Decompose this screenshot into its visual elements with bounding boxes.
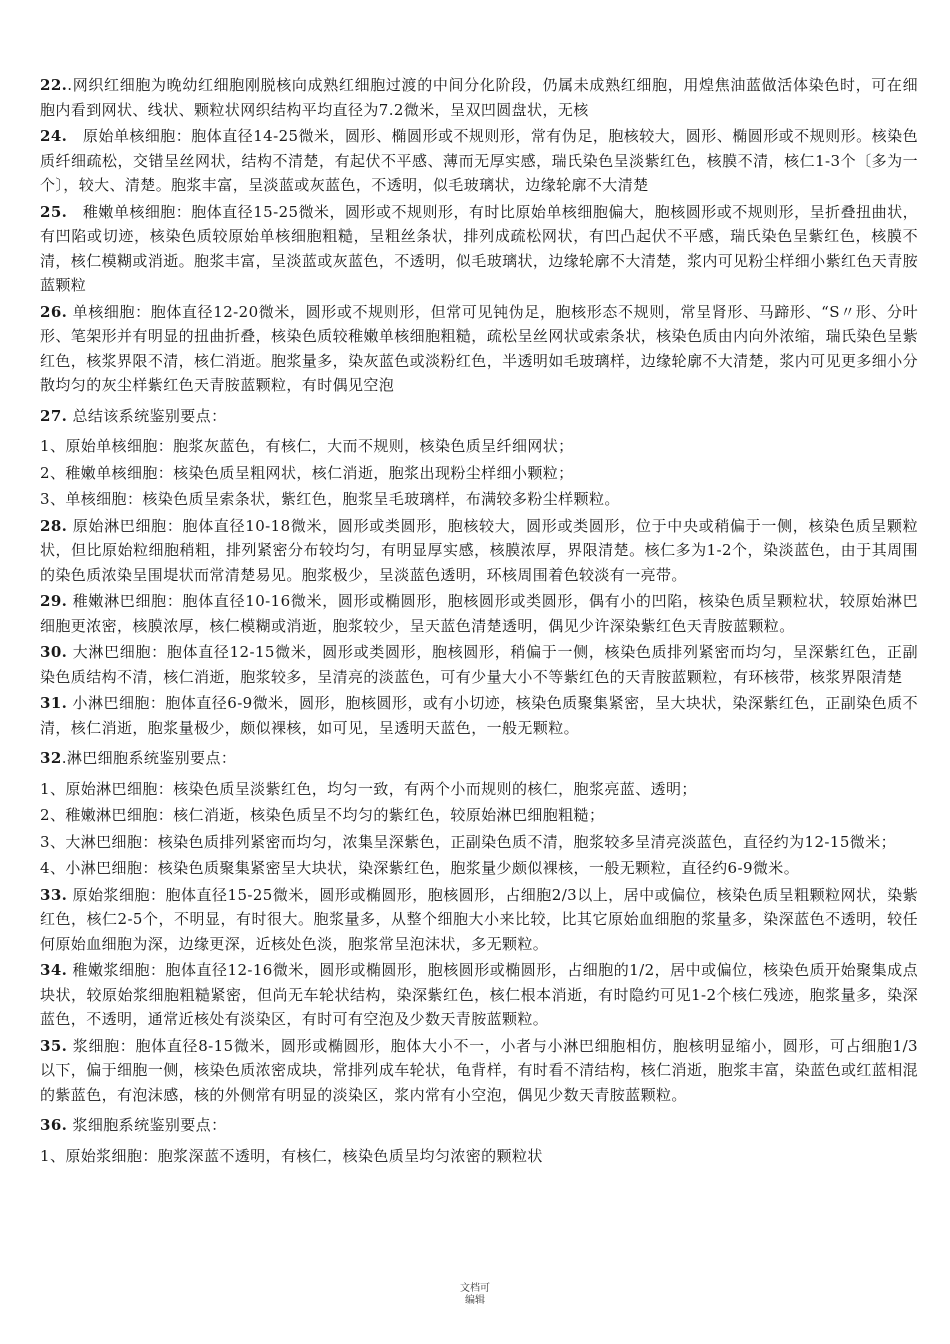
paragraph-text: 单核细胞：胞体直径12-20微米，圆形或不规则形，但常可见钝伪足，胞核形态不规则，常呈肾形、马蹄形、“S〃形、分叶形、笔架形并有明显的扭曲折叠，核染色质较稚嫩单核细胞粗糙，疏松呈丝网状或索条状，核染色质由内向外浓缩，瑞氏染色呈紫红色，核浆界限不清，核仁消逝。胞浆量多，染灰蓝色或淡粉红色，半透明如毛玻璃样，边缘轮廓不大清楚，浆内可见更多细小分散均匀的灰尘样紫红色天青胺蓝颗粒，有时偶见空泡 <box>40 302 918 394</box>
paragraph-number: 29. <box>40 592 68 610</box>
paragraph-text: 大淋巴细胞：胞体直径12-15微米，圆形或类圆形，胞核圆形，稍偏于一侧，核染色质排列紧密而均匀，呈深紫红色，正副染色质结构不清，核仁消逝，胞浆较多，呈清亮的淡蓝色，可有少量大小不等紫红色的天青胺蓝颗粒，有环核带，核浆界限清楚 <box>40 643 918 686</box>
footer <box>0 1283 950 1307</box>
paragraph <box>40 404 918 429</box>
paragraph <box>40 200 918 298</box>
paragraph-number: 25. <box>40 202 68 221</box>
paragraph <box>40 640 918 689</box>
footer-line-2: 编辑 <box>465 1295 485 1306</box>
paragraph-text: .淋巴细胞系统鉴别要点： <box>61 749 237 767</box>
paragraph-number: 33. <box>40 885 68 904</box>
paragraph <box>40 746 918 771</box>
paragraph <box>40 691 918 740</box>
paragraph-text: 稚嫩单核细胞：胞体直径15-25微米，圆形或不规则形，有时比原始单核细胞偏大，胞核圆形或不规则形，呈折叠扭曲状，有凹陷或切迹，核染色质较原始单核细胞粗糙，呈粗丝条状，排列成疏松网状，有凹凸起伏不平感，瑞氏染色呈紫红色，核膜不清，核仁模糊或消逝。胞浆丰富，呈淡蓝或灰蓝色，不透明，似毛玻璃状，边缘轮廓不大清楚，浆内可见粉尘样细小紫红色天青胺蓝颗粒 <box>40 202 918 294</box>
paragraph-number: 26. <box>40 302 68 321</box>
paragraph-number: 32 <box>40 749 62 767</box>
paragraph-text: 小淋巴细胞：胞体直径6-9微米，圆形，胞核圆形，或有小切迹，核染色质聚集紧密，呈大块状，染深紫红色，正副染色质不清，核仁消逝，胞浆量极少，颇似裸核，如可见，呈透明天蓝色，一般无颗粒。 <box>40 694 918 737</box>
paragraph <box>40 1113 918 1138</box>
paragraph-number: 31. <box>40 694 68 712</box>
paragraph <box>40 589 918 638</box>
paragraph-number: 36. <box>40 1116 68 1134</box>
paragraph-number: 22. <box>40 76 68 94</box>
paragraph-number: 34. <box>40 961 68 979</box>
list-item: 1、原始浆细胞：胞浆深蓝不透明，有核仁，核染色质呈均匀浓密的颗粒状 <box>40 1146 543 1165</box>
paragraph-text: 原始浆细胞：胞体直径15-25微米，圆形或椭圆形，胞核圆形，占细胞2/3以上，居中或偏位，核染色质呈粗颗粒网状，染紫红色，核仁2-5个，不明显，有时很大。胞浆量多，从整个细胞大小来比较，比其它原始血细胞的浆量多，染深蓝色不透明，较任何原始血细胞为深，边缘更深，近核处色淡，胞浆常呈泡沫状，多无颗粒。 <box>40 885 918 953</box>
paragraph-number: 30. <box>40 643 68 661</box>
list-item: 1、原始单核细胞：胞浆灰蓝色，有核仁，大而不规则，核染色质呈纤细网状； <box>40 437 574 455</box>
list-item: 2、稚嫩单核细胞：核染色质呈粗网状，核仁消逝，胞浆出现粉尘样细小颗粒； <box>40 463 574 482</box>
footer-line-1: 文档可 <box>460 1283 490 1294</box>
paragraph-text: 稚嫩淋巴细胞：胞体直径10-16微米，圆形或椭圆形，胞核圆形或类圆形，偶有小的凹陷，核染色质呈颗粒状，较原始淋巴细胞更浓密，核膜浓厚，核仁模糊或消逝，胞浆较少，呈天蓝色清楚透明，偶见少许深染紫红色天青胺蓝颗粒。 <box>40 592 918 635</box>
paragraph-text: 浆细胞系统鉴别要点： <box>67 1116 227 1134</box>
paragraph-text: .网织红细胞为晚幼红细胞刚脱核向成熟红细胞过渡的中间分化阶段，仍属未成熟红细胞，用煌焦油蓝做活体染色时，可在细胞内看到网状、线状、颗粒状网织结构平均直径为7.2微米，呈双凹圆盘状，无核 <box>40 76 918 119</box>
document-body <box>40 73 918 1170</box>
paragraph-text: 稚嫩浆细胞：胞体直径12-16微米，圆形或椭圆形，胞核圆形或椭圆形，占细胞的1/2，居中或偏位，核染色质开始聚集成点块状，较原始浆细胞粗糙紧密，但尚无车轮状结构，染深紫红色，核仁根本消逝，有时隐约可见1-2个核仁残迹，胞浆量多，染深蓝色，不透明，通常近核处有淡染区，有时可有空泡及少数天青胺蓝颗粒。 <box>40 961 918 1028</box>
list-item: 2、稚嫩淋巴细胞：核仁消逝，核染色质呈不均匀的紫红色，较原始淋巴细胞粗糙； <box>40 806 605 824</box>
paragraph-number: 24. <box>40 127 68 145</box>
paragraph <box>40 514 918 588</box>
list-item: 1、原始淋巴细胞：核染色质呈淡紫红色，均匀一致，有两个小而规则的核仁，胞浆亮蓝、透明； <box>40 779 697 798</box>
list-item: 3、单核细胞：核染色质呈索条状，紫红色，胞浆呈毛玻璃样，布满较多粉尘样颗粒。 <box>40 490 620 508</box>
paragraph-text: 原始单核细胞：胞体直径14-25微米，圆形、椭圆形或不规则形，常有伪足，胞核较大，圆形、椭圆形或不规则形。核染色质纤细疏松，交错呈丝网状，结构不清楚，有起伏不平感、薄而无厚实感，瑞氏染色呈淡紫红色，核膜不清，核仁1-3个〔多为一个〕，较大、清楚。胞浆丰富，呈淡蓝或灰蓝色，不透明，似毛玻璃状，边缘轮廓不大清楚 <box>40 127 918 194</box>
paragraph <box>40 958 918 1032</box>
paragraph-number: 35. <box>40 1036 68 1055</box>
paragraph <box>40 883 918 957</box>
paragraph <box>40 73 918 122</box>
list-item: 3、大淋巴细胞：核染色质排列紧密而均匀，浓集呈深紫色，正副染色质不清，胞浆较多呈清亮淡蓝色，直径约为12-15微米； <box>40 832 896 851</box>
paragraph <box>40 124 918 198</box>
paragraph-text: 原始淋巴细胞：胞体直径10-18微米，圆形或类圆形，胞核较大，圆形或类圆形，位于中央或稍偏于一侧，核染色质呈颗粒状，但比原始粒细胞稍粗，排列紧密分布较均匀，有明显厚实感，核膜浓厚，界限清楚。核仁多为1-2个，染淡蓝色，由于其周围的染色质浓染呈围堤状而常清楚易见。胞浆极少，呈淡蓝色透明，环核周围着色较淡有一亮带。 <box>40 516 918 584</box>
paragraph <box>40 1034 918 1108</box>
paragraph-text: 总结该系统鉴别要点： <box>67 406 227 425</box>
paragraph-number: 28. <box>40 516 68 535</box>
list-item: 4、小淋巴细胞：核染色质聚集紧密呈大块状，染深紫红色，胞浆量少颇似裸核，一般无颗粒，直径约6-9微米。 <box>40 859 800 877</box>
paragraph-number: 27. <box>40 406 68 425</box>
paragraph <box>40 300 918 398</box>
paragraph-text: 浆细胞：胞体直径8-15微米，圆形或椭圆形，胞体大小不一，小者与小淋巴细胞相仿，胞核明显缩小，圆形，可占细胞1/3以下，偏于细胞一侧，核染色质浓密成块，常排列成车轮状，龟背样，有时看不清结构，核仁消逝，胞浆丰富，染蓝色或红蓝相混的紫蓝色，有泡沫感，核的外侧常有明显的淡染区，浆内常有小空泡，偶见少数天青胺蓝颗粒。 <box>40 1036 918 1104</box>
